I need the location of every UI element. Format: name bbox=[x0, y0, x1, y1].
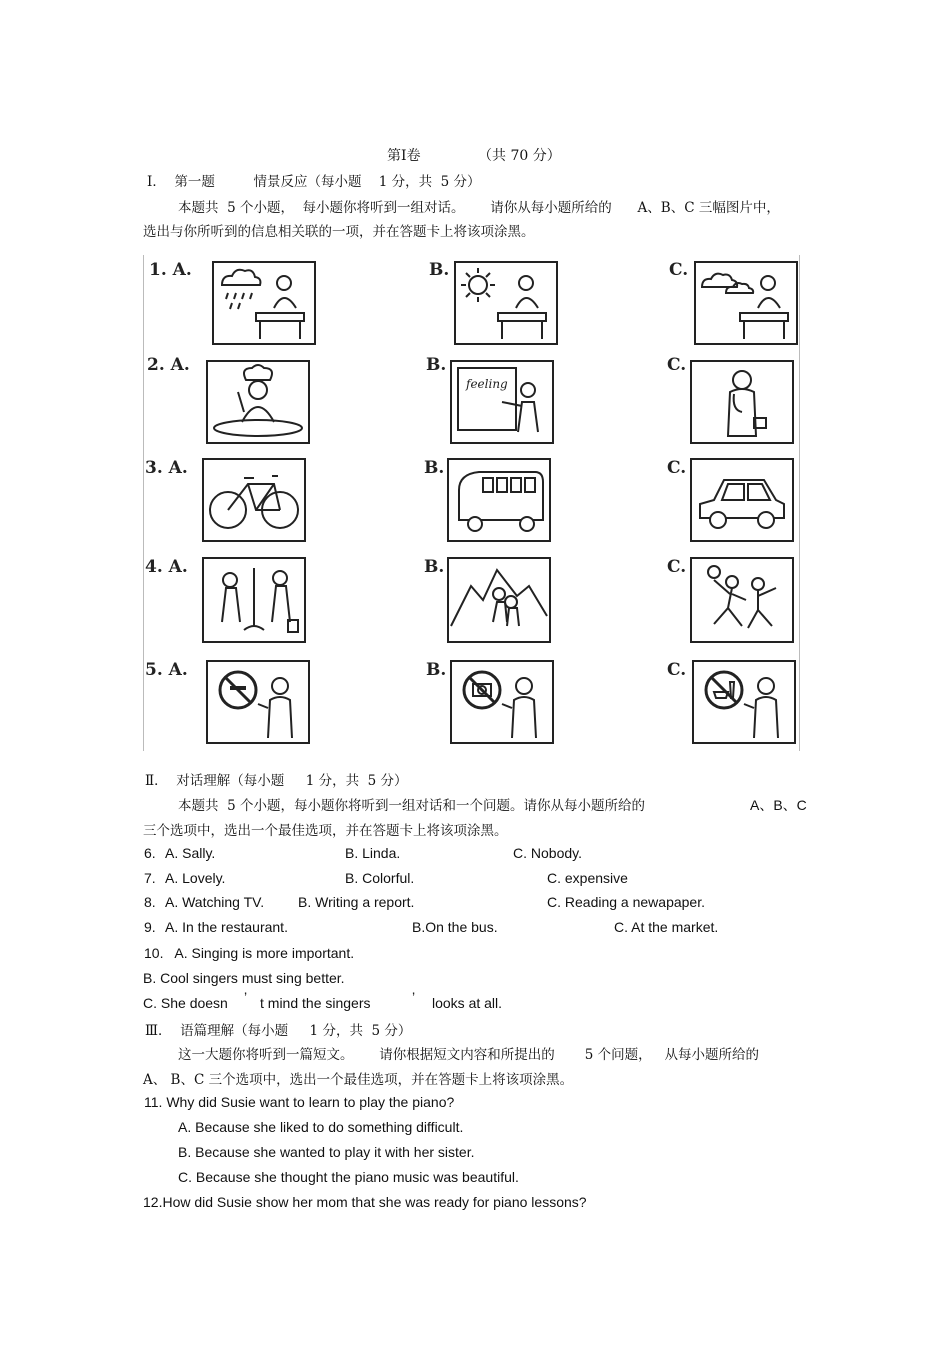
q8-option-c: C. Reading a newapaper. bbox=[547, 894, 705, 910]
q11-option-b: B. Because she wanted to play it with her sister. bbox=[178, 1144, 475, 1160]
svg-text:feeling: feeling bbox=[466, 377, 508, 391]
option-letter: C. bbox=[667, 557, 687, 577]
q10-option-a: 10. A. Singing is more important. bbox=[144, 945, 355, 961]
mountain-climbing-icon bbox=[449, 559, 549, 641]
q10-option-c-part2: t mind the singers bbox=[260, 995, 371, 1011]
option-letter: C. bbox=[669, 260, 689, 280]
cloud-teacher-icon bbox=[696, 263, 796, 343]
chef-icon bbox=[208, 362, 308, 442]
q12-stem: 12.How did Susie show her mom that she was ready for piano lessons? bbox=[143, 1194, 587, 1210]
option-3b-picture[interactable] bbox=[447, 458, 551, 542]
q11-stem: 11. Why did Susie want to learn to play the piano? bbox=[144, 1094, 455, 1110]
q7-number: 7. bbox=[144, 870, 156, 886]
option-letter: C. bbox=[667, 355, 687, 375]
q6-option-c: C. Nobody. bbox=[513, 845, 582, 861]
teacher-board-icon bbox=[452, 362, 552, 442]
section1-heading: Ⅰ． 第一题 情景反应（每小题 1 分，共 5 分） bbox=[147, 174, 481, 190]
option-letter: B. bbox=[426, 660, 447, 680]
q8-option-b: B. Writing a report. bbox=[298, 894, 415, 910]
option-2c-picture[interactable] bbox=[690, 360, 794, 444]
rain-teacher-icon bbox=[214, 263, 314, 343]
q8-option-a: A. Watching TV. bbox=[165, 894, 265, 910]
q10-option-c-part1: C. She doesn bbox=[143, 995, 228, 1011]
q6-option-a: A. Sally. bbox=[165, 845, 216, 861]
option-letter: C. bbox=[667, 660, 687, 680]
tree-planting-icon bbox=[204, 559, 304, 641]
bicycle-icon bbox=[204, 460, 304, 540]
q7-option-c: C. expensive bbox=[547, 870, 628, 886]
option-5b-picture[interactable] bbox=[450, 660, 554, 744]
option-1c-picture[interactable] bbox=[694, 261, 798, 345]
option-1a-picture[interactable] bbox=[212, 261, 316, 345]
doctor-icon bbox=[692, 362, 792, 442]
q7-option-b: B. Colorful. bbox=[345, 870, 415, 886]
car-icon bbox=[692, 460, 792, 540]
option-5a-picture[interactable] bbox=[206, 660, 310, 744]
option-letter: B. bbox=[426, 355, 447, 375]
section2-instruction-abc: A、B、C bbox=[750, 797, 807, 813]
sun-teacher-icon bbox=[456, 263, 556, 343]
row-label: 1. A. bbox=[149, 260, 192, 280]
q10-option-b: B. Cool singers must sing better. bbox=[143, 970, 345, 986]
q9-option-a: A. In the restaurant. bbox=[165, 919, 288, 935]
q10-option-c-part3: looks at all. bbox=[432, 995, 503, 1011]
row-label: 5. A. bbox=[145, 660, 188, 680]
section1-instruction-line1: 本题共 5 个小题， 每小题你将听到一组对话。 请你从每小题所给的 A、B、C 三幅图片中， bbox=[178, 200, 780, 216]
q9-option-b: B.On the bus. bbox=[412, 919, 498, 935]
option-letter: B. bbox=[424, 458, 445, 478]
section3-heading: Ⅲ． 语篇理解（每小题 1 分，共 5 分） bbox=[145, 1023, 412, 1039]
option-letter: B. bbox=[429, 260, 450, 280]
option-3a-picture[interactable] bbox=[202, 458, 306, 542]
q6-option-b: B. Linda. bbox=[345, 845, 401, 861]
option-4b-picture[interactable] bbox=[447, 557, 551, 643]
option-2b-picture[interactable] bbox=[450, 360, 554, 444]
q9-option-c: C. At the market. bbox=[614, 919, 719, 935]
option-5c-picture[interactable] bbox=[692, 660, 796, 744]
part-score: （共 70 分） bbox=[478, 148, 561, 164]
option-1b-picture[interactable] bbox=[454, 261, 558, 345]
section2-heading: Ⅱ． 对话理解（每小题 1 分，共 5 分） bbox=[145, 773, 408, 789]
option-3c-picture[interactable] bbox=[690, 458, 794, 542]
row-label: 2. A. bbox=[147, 355, 190, 375]
bus-icon bbox=[449, 460, 549, 540]
q9-number: 9. bbox=[144, 919, 156, 935]
no-photo-icon bbox=[452, 662, 552, 742]
row-label: 3. A. bbox=[145, 458, 188, 478]
section3-instruction-line1: 这一大题你将听到一篇短文。 请你根据短文内容和所提出的 5 个问题， 从每小题所给的 bbox=[178, 1047, 760, 1063]
picture-grid bbox=[143, 255, 800, 751]
no-food-icon bbox=[694, 662, 794, 742]
part-title: 第Ⅰ卷 bbox=[387, 148, 421, 164]
section1-instruction-line2: 选出与你所听到的信息相关联的一项，并在答题卡上将该项涂黑。 bbox=[143, 224, 535, 240]
q8-number: 8. bbox=[144, 894, 156, 910]
option-4c-picture[interactable] bbox=[690, 557, 794, 643]
no-smoking-icon bbox=[208, 662, 308, 742]
q11-option-c: C. Because she thought the piano music was beautiful. bbox=[178, 1169, 519, 1185]
option-2a-picture[interactable] bbox=[206, 360, 310, 444]
q10-apostrophe: ’ bbox=[244, 989, 248, 1005]
q7-option-a: A. Lovely. bbox=[165, 870, 226, 886]
option-letter: B. bbox=[424, 557, 445, 577]
q6-number: 6. bbox=[144, 845, 156, 861]
q10-apostrophe: ’ bbox=[412, 989, 416, 1005]
section2-instruction-line1: 本题共 5 个小题，每小题你将听到一组对话和一个问题。请你从每小题所给的 bbox=[178, 798, 645, 814]
section3-instruction-line2: A、 B、C 三个选项中，选出一个最佳选项，并在答题卡上将该项涂黑。 bbox=[143, 1072, 574, 1088]
section2-instruction-line2: 三个选项中，选出一个最佳选项，并在答题卡上将该项涂黑。 bbox=[143, 823, 508, 839]
running-icon bbox=[692, 559, 792, 641]
option-letter: C. bbox=[667, 458, 687, 478]
row-label: 4. A. bbox=[145, 557, 188, 577]
q11-option-a: A. Because she liked to do something difficult. bbox=[178, 1119, 464, 1135]
option-4a-picture[interactable] bbox=[202, 557, 306, 643]
